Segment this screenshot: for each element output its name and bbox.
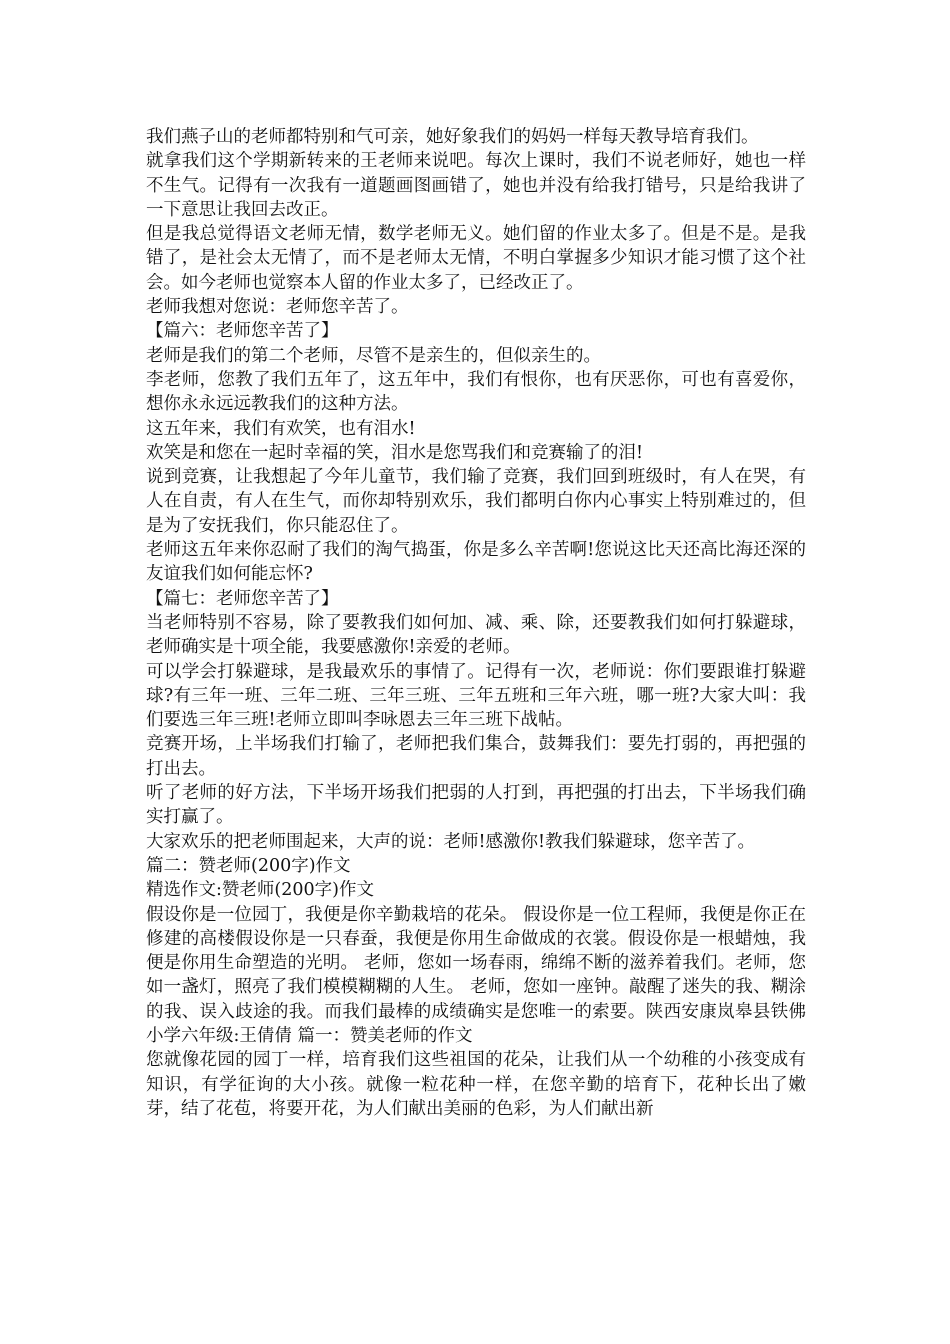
document-body bbox=[146, 125, 806, 1121]
paragraph: 李老师，您教了我们五年了，这五年中，我们有恨你，也有厌恶你，可也有喜爱你，想你永永远远教我们的这种方法。 bbox=[146, 369, 806, 415]
section-heading: 篇二：赞老师(200字)作文 bbox=[146, 855, 351, 876]
paragraph: 我们燕子山的老师都特别和气可亲，她好象我们的妈妈一样每天教导培育我们。 bbox=[146, 127, 759, 147]
paragraph: 欢笑是和您在一起时幸福的笑，泪水是您骂我们和竞赛输了的泪! bbox=[146, 442, 644, 463]
paragraph: 老师我想对您说：老师您辛苦了。 bbox=[146, 297, 409, 318]
paragraph: 假设你是一位园丁，我便是你辛勤栽培的花朵。 假设你是一位工程师，我便是你正在修建的高楼假设你是一只春蚕，我便是你用生命做成的衣裳。假设你是一根蜡烛，我便是你用生命塑造的光明。 老师，您如一场春雨，绵绵不断的滋养着我们。老师，您如一盏灯，照亮了我们模模糊糊的人生。 老师，您如一座钟。敲醒了迷失的我、糊涂的我、误入歧途的我。而我们最棒的成绩确实是您唯一的索要。陕西安康岚皋县铁佛小学六年级:王倩倩 篇一：赞美老师的作文 bbox=[146, 904, 806, 1046]
paragraph: 说到竞赛，让我想起了今年儿童节，我们输了竞赛，我们回到班级时，有人在哭，有人在自责，有人在生气，而你却特别欢乐，我们都明白你内心事实上特别难过的，但是为了安抚我们，你只能忍住了。 bbox=[146, 467, 806, 536]
section-heading: 【篇六：老师您辛苦了】 bbox=[146, 321, 339, 342]
paragraph: 您就像花园的园丁一样，培育我们这些祖国的花朵，让我们从一个幼稚的小孩变成有知识，有学征询的大小孩。就像一粒花种一样，在您辛勤的培育下，花种长出了嫩芽，结了花苞，将要开花，为人们献出美丽的色彩，为人们献出新 bbox=[146, 1050, 806, 1119]
paragraph: 当老师特别不容易，除了要教我们如何加、减、乘、除，还要教我们如何打躲避球，老师确实是十项全能，我要感激你!亲爱的老师。 bbox=[146, 612, 806, 658]
paragraph: 老师这五年来你忍耐了我们的淘气捣蛋，你是多么辛苦啊!您说这比天还高比海还深的友谊我们如何能忘怀? bbox=[146, 540, 806, 585]
paragraph: 竞赛开场，上半场我们打输了，老师把我们集合，鼓舞我们：要先打弱的，再把强的打出去。 bbox=[146, 734, 806, 779]
section-heading: 【篇七：老师您辛苦了】 bbox=[146, 588, 339, 609]
paragraph: 听了老师的好方法，下半场开场我们把弱的人打到，再把强的打出去，下半场我们确实打赢了。 bbox=[146, 783, 806, 828]
paragraph: 可以学会打躲避球，是我最欢乐的事情了。记得有一次，老师说：你们要跟谁打躲避球?有三年一班、三年二班、三年三班、三年五班和三年六班，哪一班?大家大叫：我们要选三年三班!老师立即叫李咏恩去三年三班下战帖。 bbox=[146, 661, 806, 731]
paragraph: 就拿我们这个学期新转来的王老师来说吧。每次上课时，我们不说老师好，她也一样不生气。记得有一次我有一道题画图画错了，她也并没有给我打错号，只是给我讲了一下意思让我回去改正。 bbox=[146, 151, 806, 220]
paragraph: 这五年来，我们有欢笑，也有泪水! bbox=[146, 418, 416, 439]
paragraph: 大家欢乐的把老师围起来，大声的说：老师!感激你!教我们躲避球，您辛苦了。 bbox=[146, 831, 756, 852]
paragraph: 但是我总觉得语文老师无情，数学老师无义。她们留的作业太多了。但是不是。是我错了，是社会太无情了，而不是老师太无情，不明白掌握多少知识才能习惯了这个社会。如今老师也觉察本人留的作业太多了，已经改正了。 bbox=[146, 224, 806, 293]
article-title: 精选作文:赞老师(200字)作文 bbox=[146, 880, 374, 901]
paragraph: 老师是我们的第二个老师，尽管不是亲生的，但似亲生的。 bbox=[146, 345, 601, 366]
